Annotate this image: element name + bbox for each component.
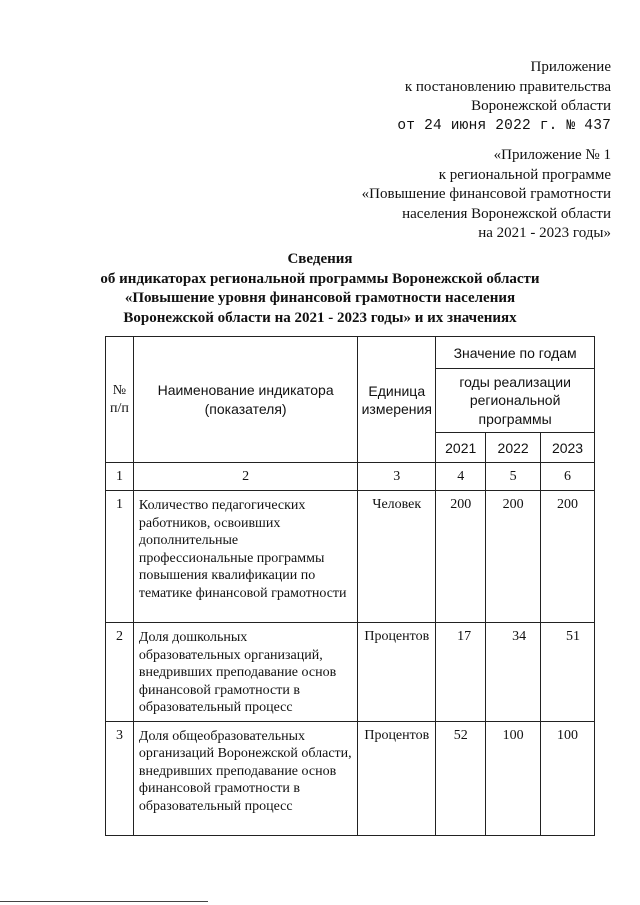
colnum-3: 3 [358,463,436,491]
row-num: 1 [106,491,134,623]
table-header-row [106,337,595,369]
colnum-5: 5 [486,463,541,491]
header-indicator-name: Наименование индикатора (показателя) [133,337,357,463]
row-unit: Процентов [358,623,436,722]
annex-line-5: на 2021 - 2023 годы» [478,225,611,241]
header-line-1: Приложение [530,59,611,75]
header-line-3: Воронежской области [471,98,611,114]
table-row [106,721,595,835]
row-value-2021: 52 [436,721,486,835]
header-year-2022: 2022 [486,433,541,463]
header-values-by-year: Значение по годам [436,337,595,369]
row-unit: Процентов [358,721,436,835]
column-number-row [106,463,595,491]
annex-header [362,146,611,244]
row-value-2021: 200 [436,491,486,623]
header-year-2023: 2023 [541,433,595,463]
row-value-2021: 17 [436,623,486,722]
colnum-2: 2 [133,463,357,491]
row-indicator-name: Доля дошкольных образовательных организаций, внедривших преподавание основ финансовой грамотности в образовательный процесс [133,623,357,722]
header-impl-years: годы реализации региональной программы [436,369,595,433]
colnum-6: 6 [541,463,595,491]
row-num: 2 [106,623,134,722]
annex-line-4: населения Воронежской области [402,205,611,222]
document-title [0,250,640,328]
row-num: 3 [106,721,134,835]
row-value-2022: 34 [486,623,541,722]
row-value-2023: 200 [541,491,595,623]
row-unit: Человек [358,491,436,623]
annex-line-1: «Приложение № 1 [493,147,611,163]
header-date-number: от 24 июня 2022 г. № 437 [397,117,611,134]
row-value-2022: 200 [486,491,541,623]
header-year-2021: 2021 [436,433,486,463]
header-line-2: к постановлению правительства [404,78,611,95]
header-unit: Единица измерения [358,337,436,463]
title-line-3: «Повышение уровня финансовой грамотности населения [124,290,516,306]
table-row [106,491,595,623]
row-indicator-name: Доля общеобразовательных организаций Воронежской области, внедривших преподавание основ финансовой грамотности в образовательный процесс [133,721,357,835]
row-value-2022: 100 [486,721,541,835]
title-line-1: Сведения [287,251,353,267]
colnum-1: 1 [106,463,134,491]
header-num: № п/п [106,337,134,463]
annex-line-2: к региональной программе [438,166,611,183]
row-value-2023: 51 [541,623,595,722]
resolution-header [397,58,611,136]
row-indicator-name: Количество педагогических работников, освоивших дополнительные профессиональные программы повышения квалификации по тематике финансовой грамотности [133,491,357,623]
footer-divider [0,901,208,902]
title-line-4: Воронежской области на 2021 - 2023 годы» и их значениях [123,309,517,326]
table-row [106,623,595,722]
annex-line-3: «Повышение финансовой грамотности [361,186,611,202]
colnum-4: 4 [436,463,486,491]
indicators-table [105,336,595,836]
title-line-2: об индикаторах региональной программы Воронежской области [100,270,540,287]
row-value-2023: 100 [541,721,595,835]
